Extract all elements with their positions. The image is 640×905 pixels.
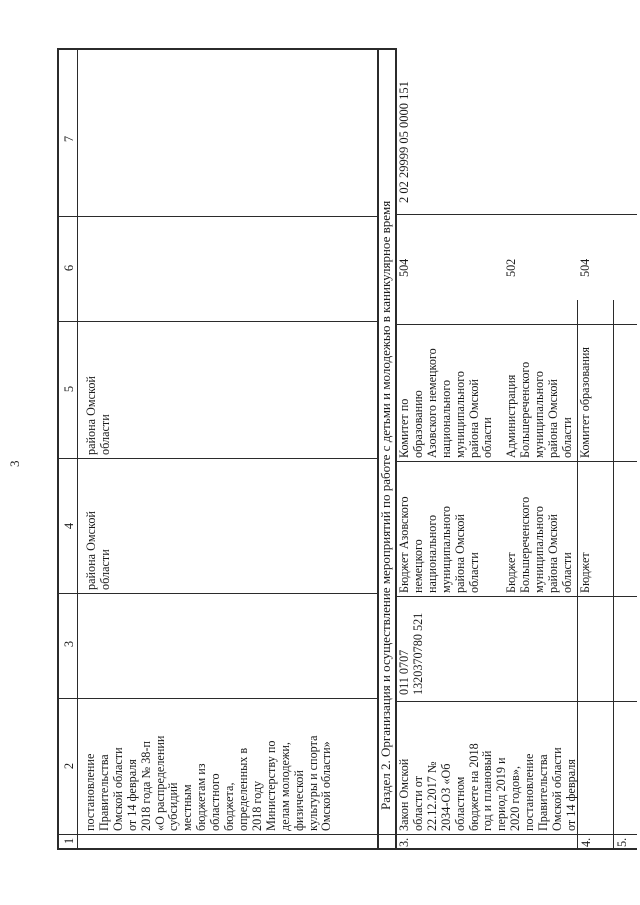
row3-col7: 2 02 29999 05 0000 151: [397, 81, 411, 203]
col5-right-line: [57, 321, 377, 322]
row4-col6: 502: [504, 258, 518, 277]
header-col-2: 2: [62, 762, 76, 770]
row5-col4: Бюджет: [578, 552, 592, 593]
header-col-4: 4: [62, 522, 76, 530]
page-number: 3: [7, 460, 22, 467]
row5-number: 5.: [615, 837, 629, 847]
row3-col5: Комитет по образованию Азовского немецкого национального муниципального района Омской области: [397, 348, 495, 458]
col3-right-line: [57, 593, 377, 594]
continued-row-col5: района Омской области: [84, 376, 112, 455]
table-left-line: [57, 849, 637, 851]
row3-col4: Бюджет Азовского немецкого национального муниципального района Омской области: [397, 496, 481, 593]
col6-right-line-lower: [395, 214, 637, 215]
header-col-1: 1: [62, 837, 76, 845]
header-col-5: 5: [62, 385, 76, 393]
row3-col3: 011 0707 1320370780 521: [397, 612, 425, 695]
col1-right-line: [57, 834, 637, 835]
row3-col6: 504: [397, 258, 411, 277]
row4-bottom-line: [613, 300, 614, 850]
row3-number: 3.: [397, 837, 411, 847]
table-right-line: [57, 49, 397, 51]
row3-col2: Закон Омской области от 22.12.2017 № 2034-ОЗ «Об областном бюджете на 2018 год и плановый период 2019 и 2020 годов», постановление Правительства Омской области от 14 февраля: [397, 743, 578, 831]
header-col-7: 7: [62, 135, 76, 143]
col6-right-line: [57, 216, 377, 217]
row4-number: 4.: [579, 837, 593, 847]
table-outer-top-line: [57, 50, 59, 850]
row4-col4: Бюджет Большереченского муниципального района Омской области: [504, 496, 574, 593]
row5-col6: 504: [578, 258, 592, 277]
continued-row-col4: района Омской области: [84, 511, 112, 590]
col2-right-line-lower: [395, 701, 637, 702]
continued-row-col2: постановление Правительства Омской области от 14 февраля 2018 года № 38-п «О распределении субсидий местным бюджетам из областного бюджета, определенных в 2018 году Министерству по делам молодежи, физической культуры и спорта Омской области»: [83, 735, 334, 831]
header-col-3: 3: [62, 640, 76, 648]
row5-col5: Комитет образования: [578, 346, 592, 458]
col4-right-line: [57, 458, 377, 459]
col4-right-line-lower: [395, 461, 637, 462]
header-bottom-line: [77, 50, 78, 850]
col5-right-line-lower: [395, 324, 637, 325]
section-title: Раздел 2. Организация и осуществление мероприятий по работе с детьми и молодежью в каникулярное время: [378, 200, 393, 810]
row4-col5: Администрация Большереченского муниципального района Омской области: [504, 361, 574, 458]
col3-right-line-lower: [395, 596, 637, 597]
header-col-6: 6: [62, 264, 76, 272]
